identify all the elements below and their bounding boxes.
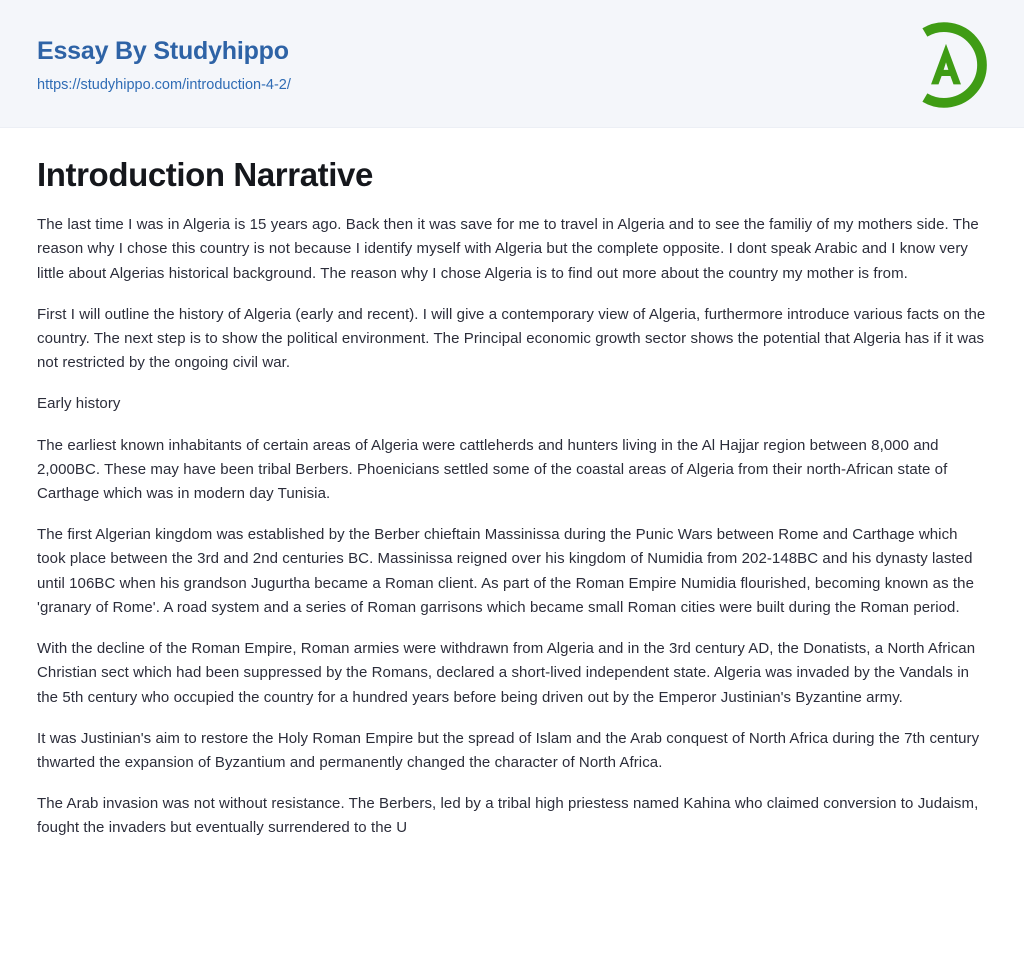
brand-title: Essay By Studyhippo	[37, 37, 289, 65]
article	[0, 128, 1024, 841]
paragraph: With the decline of the Roman Empire, Roman armies were withdrawn from Algeria and in the 3rd century AD, the Donatists, a North African Christian sect which had been suppressed by the Romans, declared a short-lived independent state. Algeria was invaded by the Vandals in the 5th century who occupied the country for a hundred years before being driven out by the Emperor Justinian's Byzantine army.	[37, 640, 976, 706]
paragraph: The last time I was in Algeria is 15 years ago. Back then it was save for me to travel in Algeria and to see the familiy of my mothers side. The reason why I chose this country is not because I identify myself with Algeria but the complete opposite. I dont speak Arabic and I know very little about Algerias historical background. The reason why I chose Algeria is to find out more about the country my mother is from.	[37, 216, 979, 282]
paragraph: It was Justinian's aim to restore the Holy Roman Empire but the spread of Islam and the Arab conquest of North Africa during the 7th century thwarted the expansion of Byzantium and permanently changed the character of North Africa.	[37, 729, 980, 771]
paragraph: The earliest known inhabitants of certain areas of Algeria were cattleherds and hunters living in the Al Hajjar region between 8,000 and 2,000BC. These may have been tribal Berbers. Phoenicians settled some of the coastal areas of Algeria from their north-African state of Carthage which was in modern day Tunisia.	[37, 436, 948, 503]
article-body	[37, 213, 988, 840]
paragraph: First I will outline the history of Algeria (early and recent). I will give a contemporary view of Algeria, furthermore introduce various facts on the country. The next step is to show the political environment. The Principal economic growth sector shows the potential that Algeria has if it was not restricted by the ongoing civil war.	[37, 305, 986, 372]
site-header	[0, 0, 1024, 128]
paragraph: The first Algerian kingdom was established by the Berber chieftain Massinissa during the Punic Wars between Rome and Carthage which took place between the 3rd and 2nd centuries BC. Massinissa reigned over his kingdom of Numidia from 202-148BC and his dynasty lasted until 106BC when his grandson Jugurtha became a Roman client. As part of the Roman Empire Numidia flourished, becoming known as the 'granary of Rome'. A road system and a series of Roman garrisons which became small Roman cities were built during the Roman period.	[37, 526, 974, 616]
page-title: Introduction Narrative	[37, 156, 373, 193]
header-brand-block	[37, 36, 291, 94]
paragraph-truncated: The Arab invasion was not without resistance. The Berbers, led by a tribal high priestess named Kahina who claimed conversion to Judaism, fought the invaders but eventually surrendered to the U	[37, 795, 979, 837]
studyhippo-a-ring-logo-icon	[902, 21, 990, 109]
source-url-link[interactable]: https://studyhippo.com/introduction-4-2/	[37, 77, 291, 93]
section-label-early-history: Early history	[37, 395, 121, 413]
